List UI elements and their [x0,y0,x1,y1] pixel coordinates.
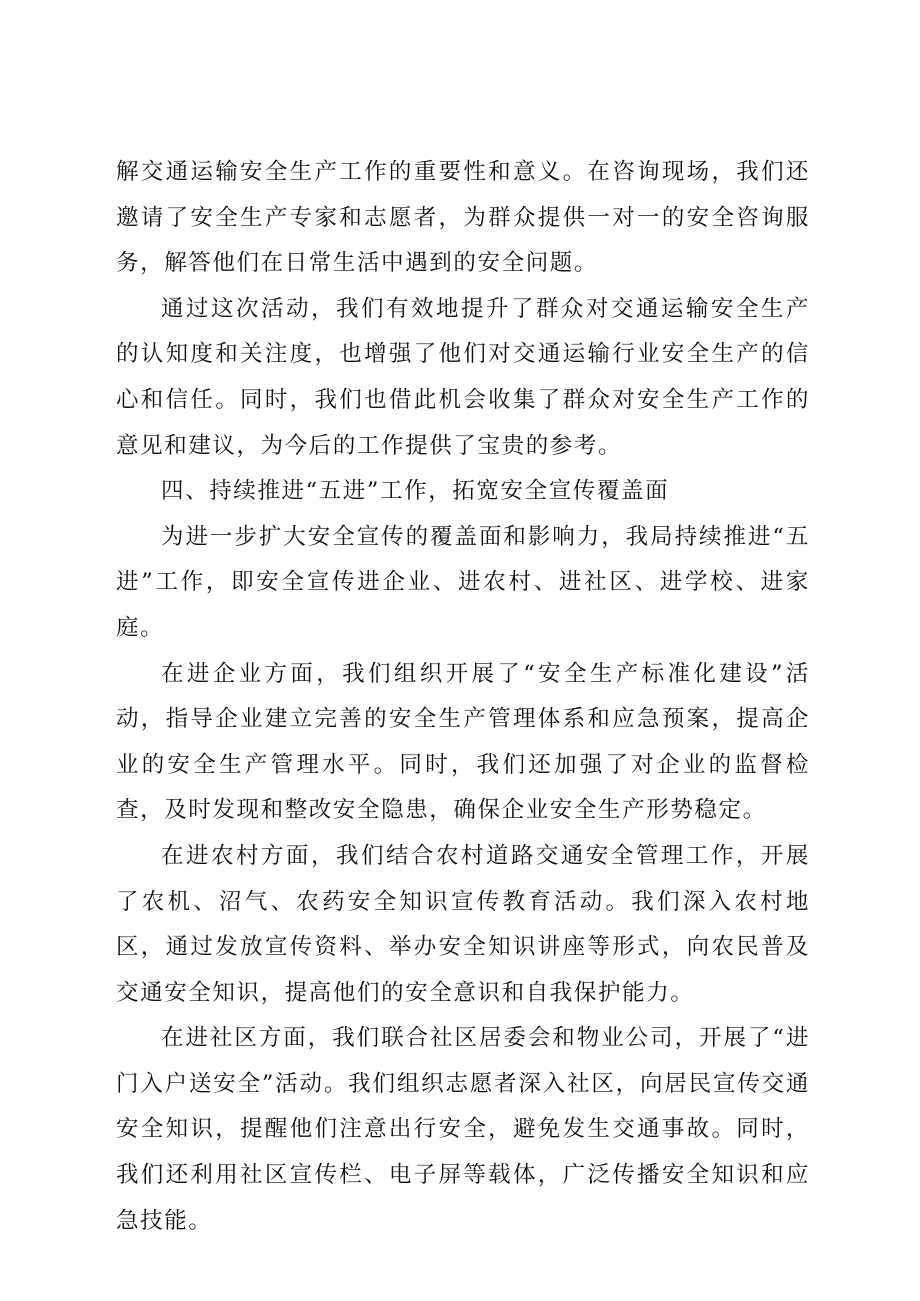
document-body [116,150,810,1244]
paragraph-enterprise: 在进企业方面，我们组织开展了“安全生产标准化建设”活动，指导企业建立完善的安全生产管理体系和应急预案，提高企业的安全生产管理水平。同时，我们还加强了对企业的监督检查，及时发现和整改安全隐患，确保企业安全生产形势稳定。 [116,660,810,824]
paragraph-continuation: 解交通运输安全生产工作的重要性和意义。在咨询现场，我们还邀请了安全生产专家和志愿者，为群众提供一对一的安全咨询服务，解答他们在日常生活中遇到的安全问题。 [116,159,810,277]
paragraph-five-entries-intro: 为进一步扩大安全宣传的覆盖面和影响力，我局持续推进“五进”工作，即安全宣传进企业、进农村、进社区、进学校、进家庭。 [116,523,810,641]
paragraph-activity-result: 通过这次活动，我们有效地提升了群众对交通运输安全生产的认知度和关注度，也增强了他们对交通运输行业安全生产的信心和信任。同时，我们也借此机会收集了群众对安全生产工作的意见和建议，为今后的工作提供了宝贵的参考。 [116,295,810,459]
paragraph-community: 在进社区方面，我们联合社区居委会和物业公司，开展了“进门入户送安全”活动。我们组织志愿者深入社区，向居民宣传交通安全知识，提醒他们注意出行安全，避免发生交通事故。同时，我们还利用社区宣传栏、电子屏等载体，广泛传播安全知识和应急技能。 [116,1025,810,1234]
paragraph-rural: 在进农村方面，我们结合农村道路交通安全管理工作，开展了农机、沼气、农药安全知识宣传教育活动。我们深入农村地区，通过发放宣传资料、举办安全知识讲座等形式，向农民普及交通安全知识，提高他们的安全意识和自我保护能力。 [116,842,810,1006]
section-heading-four: 四、持续推进“五进”工作，拓宽安全宣传覆盖面 [161,478,670,505]
